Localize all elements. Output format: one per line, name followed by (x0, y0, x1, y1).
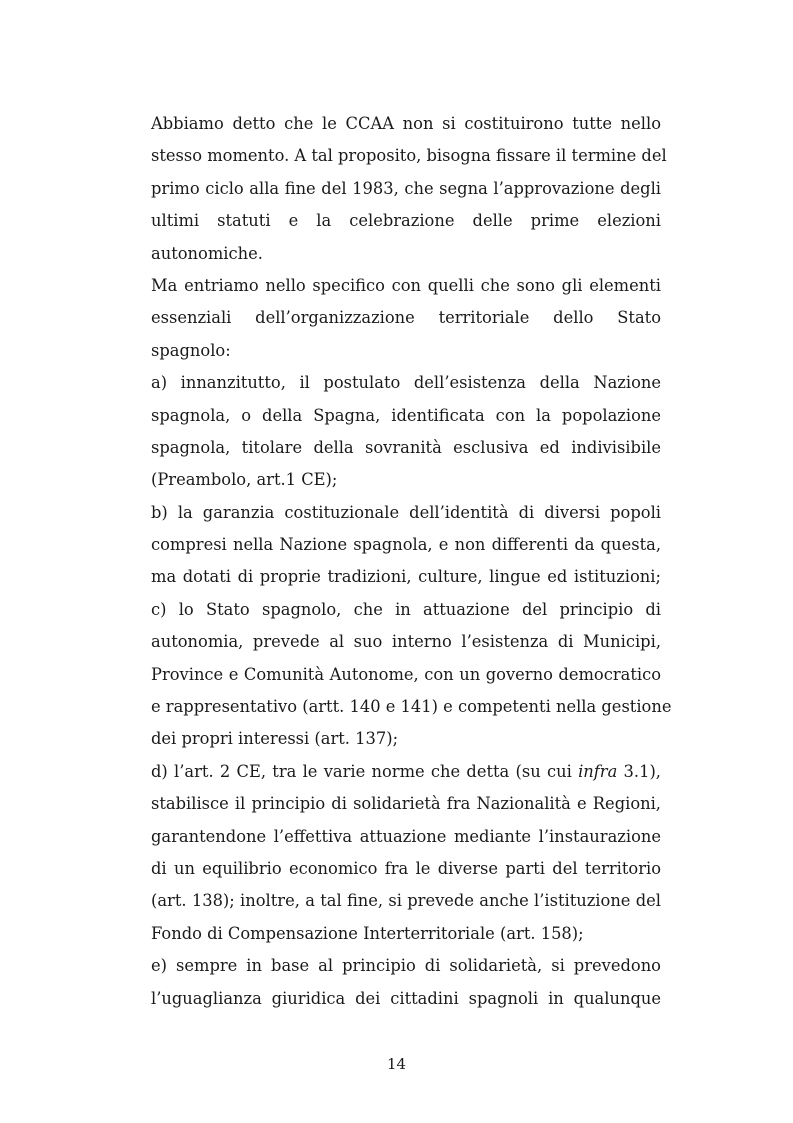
text-line: Province e Comunità Autonome, con un governo democratico (151, 664, 661, 684)
text-line: stesso momento. A tal proposito, bisogna fissare il termine del (151, 146, 667, 166)
italic-term: infra (578, 761, 618, 781)
text-line: autonomiche. (151, 243, 263, 263)
text-line: e) sempre in base al principio di solidarietà, si prevedono (151, 956, 661, 976)
text-line: l’uguaglianza giuridica dei cittadini spagnoli in qualunque (151, 988, 661, 1008)
page-number: 14 (386, 1055, 407, 1073)
text-line: spagnolo: (151, 340, 231, 360)
text-line: spagnola, o della Spagna, identificata con la popolazione (151, 405, 661, 425)
text-line: essenziali dell’organizzazione territoriale dello Stato (151, 308, 661, 328)
body-text (151, 108, 672, 1015)
text-line: stabilisce il principio di solidarietà fra Nazionalità e Regioni, (151, 794, 661, 814)
text-line: primo ciclo alla fine del 1983, che segna l’approvazione degli (151, 178, 661, 198)
text-line: Ma entriamo nello specifico con quelli che sono gli elementi (151, 275, 661, 295)
text-segment: d) l’art. 2 CE, tra le varie norme che detta (su cui (151, 761, 579, 781)
text-line: (Preambolo, art.1 CE); (151, 470, 338, 490)
text-line: di un equilibrio economico fra le diverse parti del territorio (151, 858, 661, 878)
text-line: a) innanzitutto, il postulato dell’esistenza della Nazione (151, 373, 661, 393)
text-line: b) la garanzia costituzionale dell’identità di diversi popoli (151, 502, 661, 522)
text-line: Abbiamo detto che le CCAA non si costituirono tutte nello (151, 114, 661, 133)
text-line: garantendone l’effettiva attuazione mediante l’instaurazione (151, 826, 661, 846)
text-line: compresi nella Nazione spagnola, e non differenti da questa, (151, 535, 661, 555)
text-line-with-italic (151, 756, 661, 788)
text-line: spagnola, titolare della sovranità esclusiva ed indivisibile (151, 437, 661, 457)
text-segment: 3.1), (617, 761, 661, 781)
text-line: e rappresentativo (artt. 140 e 141) e competenti nella gestione (151, 697, 672, 717)
text-line: ultimi statuti e la celebrazione delle prime elezioni (151, 211, 661, 231)
text-line: Fondo di Compensazione Interterritoriale (art. 158); (151, 923, 584, 943)
text-line: dei propri interessi (art. 137); (151, 729, 399, 749)
text-line: (art. 138); inoltre, a tal fine, si prevede anche l’istituzione del (151, 891, 661, 911)
text-line: ma dotati di proprie tradizioni, culture, lingue ed istituzioni; (151, 567, 661, 587)
text-line: autonomia, prevede al suo interno l’esistenza di Municipi, (151, 632, 661, 652)
text-line: c) lo Stato spagnolo, che in attuazione del principio di (151, 599, 661, 619)
